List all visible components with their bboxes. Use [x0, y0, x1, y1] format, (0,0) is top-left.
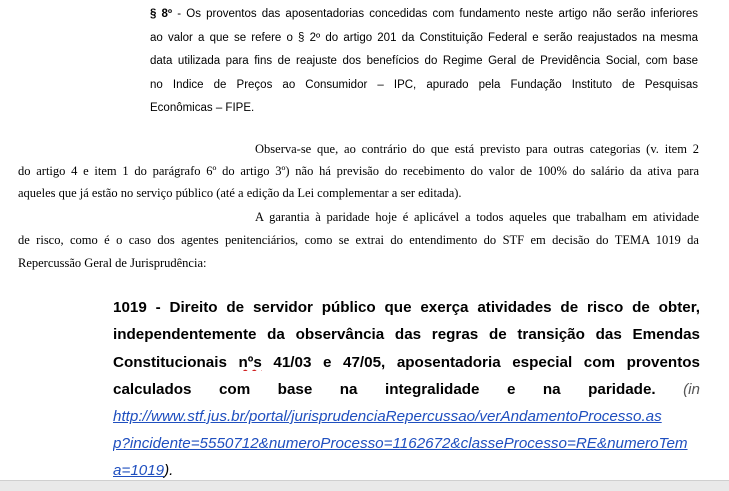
window-bottom-bar: [0, 480, 729, 491]
tema-link-line-1: [113, 408, 700, 425]
stf-link-continued[interactable]: p?incidente=5550712&numeroProcesso=1162672&classeProcesso=RE&numeroTem: [113, 435, 688, 452]
tema-link-line-2: [113, 435, 700, 452]
observa-line-3: aqueles que já estão no serviço público (até a edição da Lei complementar a ser editada).: [18, 186, 462, 200]
tema-link-line-3: a=1019).: [113, 462, 174, 479]
garantia-line-2: de risco, como é o caso dos agentes penitenciários, como se extrai do entendimento do STF em decisão do TEMA 1019 da: [18, 233, 699, 247]
observa-line-1: Observa-se que, ao contrário do que está previsto para outras categorias (v. item 2: [255, 142, 699, 156]
spellcheck-flag: nºs: [238, 354, 262, 371]
quote-line-2: ao valor a que se refere o § 2º do artigo 201 da Constituição Federal e serão reajustados na mesma: [150, 32, 698, 44]
tema-line-4: calculados com base na integralidade e na paridade. (in: [113, 381, 700, 398]
observa-line-2: do artigo 4 e item 1 do parágrafo 6º do artigo 3º) não há previsão do recebimento do valor de 100% do salário da ativa para: [18, 164, 699, 178]
quote-line-3: data utilizada para fins de reajuste dos benefícios do Regime Geral de Previdência Social, com base: [150, 55, 698, 67]
tema-line-3: Constitucionais nºs 41/03 e 47/05, aposentadoria especial com proventos: [113, 354, 700, 371]
garantia-line-3: Repercussão Geral de Jurisprudência:: [18, 256, 207, 270]
stf-link-end[interactable]: a=1019: [113, 462, 165, 479]
garantia-line-1: A garantia à paridade hoje é aplicável a todos aqueles que trabalham em atividade: [255, 210, 699, 224]
quote-line-5: Econômicas – FIPE.: [150, 102, 255, 114]
tema-line-2: independentemente da observância das regras de transição das Emendas: [113, 326, 700, 343]
stf-link[interactable]: http://www.stf.jus.br/portal/jurisprudenciaRepercussao/verAndamentoProcesso.as: [113, 408, 662, 425]
tema-line-1: 1019 - Direito de servidor público que exerça atividades de risco de obter,: [113, 299, 700, 316]
paragraph-label: § 8º: [150, 8, 173, 20]
quote-line-4: no Índice de Preços ao Consumidor – IPC, apurado pela Fundação Instituto de Pesquisas: [150, 79, 698, 91]
quote-line-1: § 8º - Os proventos das aposentadorias concedidas com fundamento neste artigo não serão inferiores: [150, 8, 698, 20]
